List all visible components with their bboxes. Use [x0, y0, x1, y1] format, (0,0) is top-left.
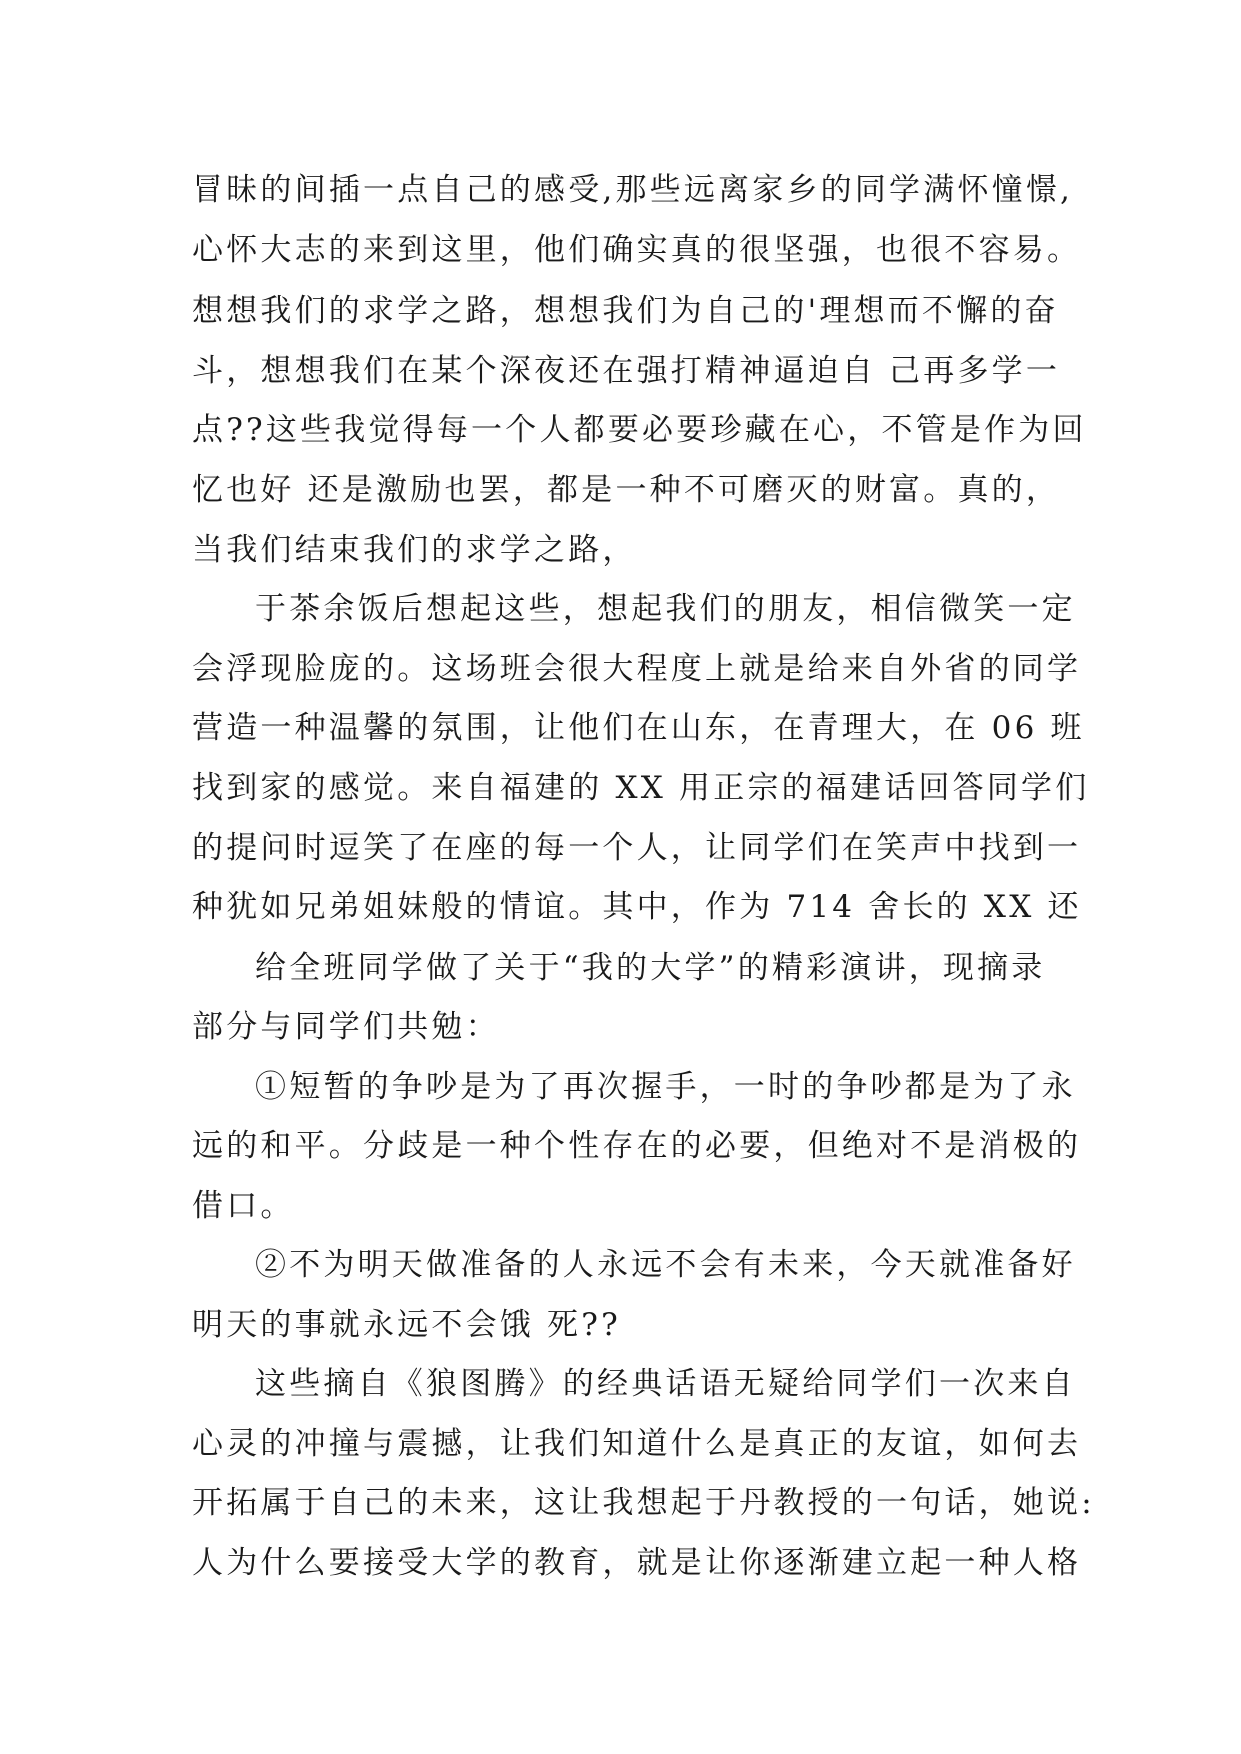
text-line: 借口。: [192, 1188, 295, 1224]
text-line: 冒昧的间插一点自己的感受,那些远离家乡的同学满怀憧憬,: [192, 172, 1074, 208]
text-line: 种犹如兄弟姐妹般的情谊。其中，作为 714 舍长的 XX 还: [192, 889, 1082, 925]
text-line: 会浮现脸庞的。这场班会很大程度上就是给来自外省的同学: [192, 651, 1082, 687]
text-line: 部分与同学们共勉：: [192, 1009, 500, 1045]
paragraph-start-line: 这些摘自《狼图腾》的经典话语无疑给同学们一次来自: [255, 1366, 1076, 1402]
text-line: 找到家的感觉。来自福建的 XX 用正宗的福建话回答同学们: [192, 770, 1090, 806]
text-line: 点??这些我觉得每一个人都要必要珍藏在心，不管是作为回: [192, 412, 1087, 448]
text-line: 心怀大志的来到这里，他们确实真的很坚强，也很不容易。: [192, 232, 1082, 268]
text-line: 开拓属于自己的未来，这让我想起于丹教授的一句话，她说:: [192, 1485, 1095, 1521]
text-line: 明天的事就永远不会饿 死??: [192, 1307, 621, 1343]
quote-item-1: ①短暂的争吵是为了再次握手，一时的争吵都是为了永: [255, 1069, 1076, 1105]
text-line: 人为什么要接受大学的教育，就是让你逐渐建立起一种人格: [192, 1545, 1082, 1581]
text-line: 远的和平。分歧是一种个性存在的必要，但绝对不是消极的: [192, 1128, 1082, 1164]
quote-item-2: ②不为明天做准备的人永远不会有未来，今天就准备好: [255, 1247, 1076, 1283]
text-line: 心灵的冲撞与震撼，让我们知道什么是真正的友谊，如何去: [192, 1426, 1082, 1462]
paragraph-start-line: 给全班同学做了关于“我的大学”的精彩演讲，现摘录: [255, 950, 1046, 986]
paragraph-start-line: 于茶余饭后想起这些，想起我们的朋友，相信微笑一定: [255, 591, 1076, 627]
text-line: 的提问时逗笑了在座的每一个人，让同学们在笑声中找到一: [192, 830, 1082, 866]
text-line: 想想我们的求学之路，想想我们为自己的'理想而不懈的奋: [192, 293, 1059, 329]
text-line: 忆也好 还是激励也罢，都是一种不可磨灭的财富。真的，: [192, 472, 1061, 508]
text-line: 斗，想想我们在某个深夜还在强打精神逼迫自 己再多学一: [192, 353, 1061, 389]
text-line: 当我们结束我们的求学之路，: [192, 532, 637, 568]
text-line: 营造一种温馨的氛围，让他们在山东，在青理大，在 06 班: [192, 710, 1085, 746]
